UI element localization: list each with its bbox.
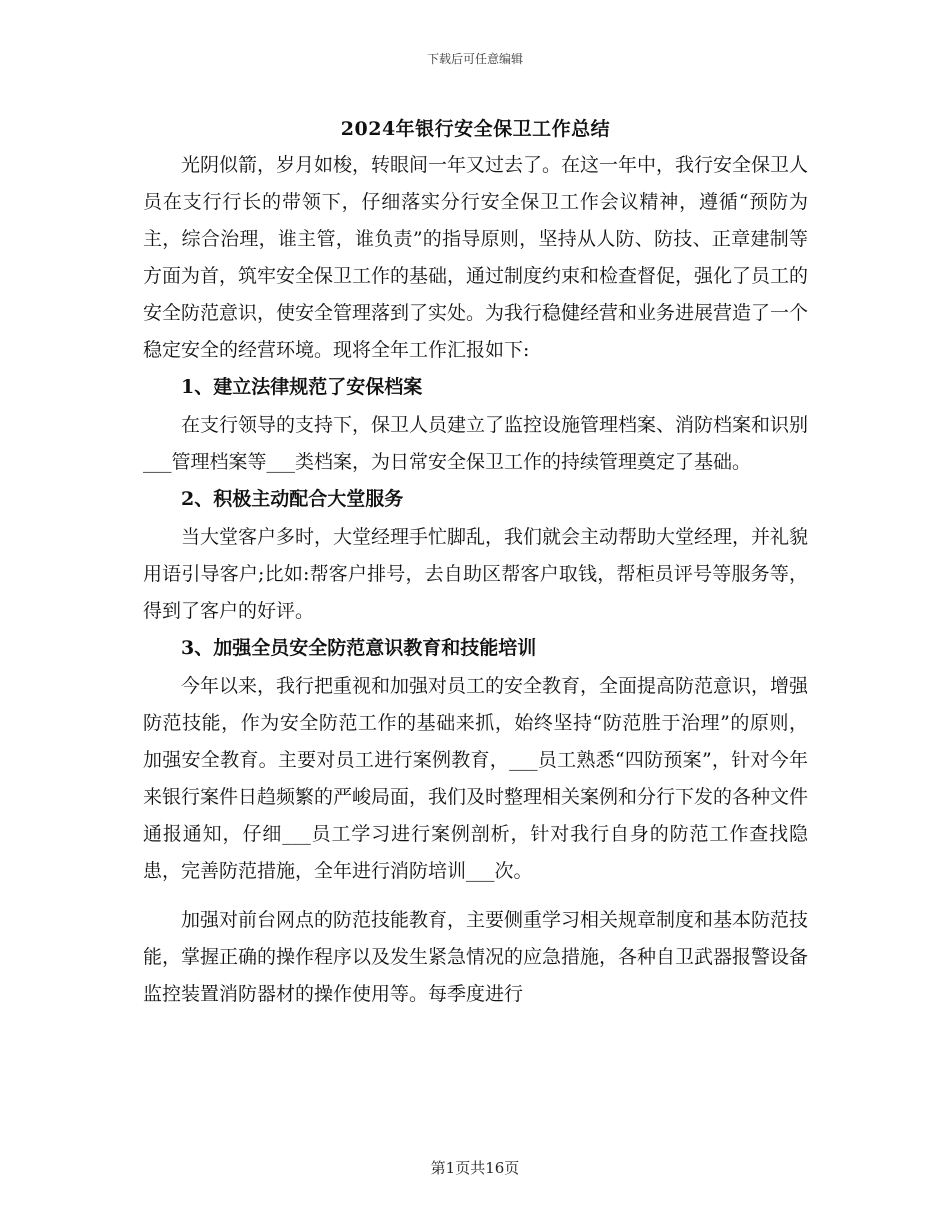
document-body bbox=[143, 112, 808, 1013]
paragraph-gap bbox=[143, 890, 808, 902]
section-1-paragraph: 在支行领导的支持下，保卫人员建立了监控设施管理档案、消防档案和识别___管理档案等___类档案，为日常安全保卫工作的持续管理奠定了基础。 bbox=[143, 414, 809, 473]
section-3-paragraph-1: 今年以来，我行把重视和加强对员工的安全教育，全面提高防范意识，增强防范技能，作为安全防范工作的基础来抓，始终坚持“防范胜于治理”的原则，加强安全教育。主要对员工进行案例教育，___员工熟悉“四防预案”，针对今年来银行案件日趋频繁的严峻局面，我们及时整理相关案例和分行下发的各种文件通报通知，仔细___员工学习进行案例剖析，针对我行自身的防范工作查找隐患，完善防范措施，全年进行消防培训___次。 bbox=[143, 675, 809, 882]
intro-paragraph: 光阴似箭，岁月如梭，转眼间一年又过去了。在这一年中，我行安全保卫人员在支行行长的带领下，仔细落实分行安全保卫工作会议精神，遵循“预防为主，综合治理，谁主管，谁负责”的指导原则，坚持从人防、防技、正章建制等方面为首，筑牢安全保卫工作的基础，通过制度约束和检查督促，强化了员工的安全防范意识，使安全管理落到了实处。为我行稳健经营和业务进展营造了一个稳定安全的经营环境。现将全年工作汇报如下: bbox=[143, 154, 809, 361]
section-heading-2: 2、积极主动配合大堂服务 bbox=[181, 488, 404, 510]
section-2-paragraph: 当大堂客户多时，大堂经理手忙脚乱，我们就会主动帮助大堂经理，并礼貌用语引导客户;比如:帮客户排号，去自助区帮客户取钱，帮柜员评号等服务等，得到了客户的好评。 bbox=[143, 526, 809, 622]
section-heading-3: 3、加强全员安全防范意识教育和技能培训 bbox=[181, 637, 537, 659]
section-heading-1: 1、建立法律规范了安保档案 bbox=[181, 376, 423, 398]
section-3-paragraph-2: 加强对前台网点的防范技能教育，主要侧重学习相关规章制度和基本防范技能，掌握正确的操作程序以及发生紧急情况的应急措施，各种自卫武器报警设备监控装置消防器材的操作使用等。每季度进行 bbox=[143, 909, 809, 1005]
page-number: 第1页共16页 bbox=[430, 1159, 520, 1177]
document-title: 2024年银行安全保卫工作总结 bbox=[340, 118, 611, 140]
header-note: 下载后可任意编辑 bbox=[426, 52, 523, 66]
